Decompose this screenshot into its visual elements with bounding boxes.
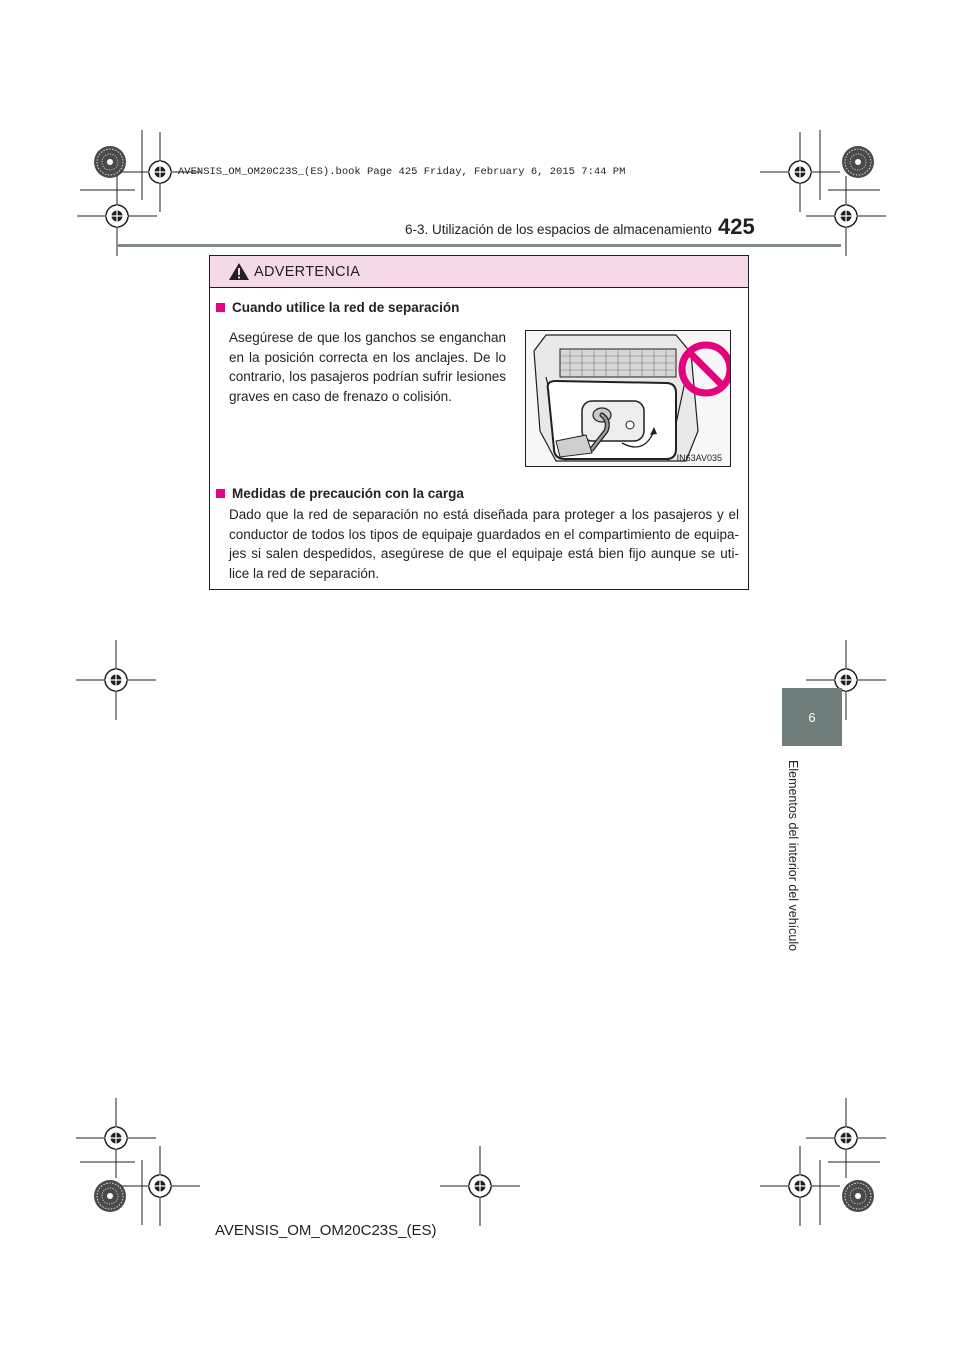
registration-star-icon (842, 1180, 874, 1212)
warning-triangle-icon (228, 262, 250, 281)
book-info: AVENSIS_OM_OM20C23S_(ES).book Page 425 Friday, February 6, 2015 7:44 PM (178, 166, 626, 178)
registration-star-icon (94, 1180, 126, 1212)
warning-title: ADVERTENCIA (254, 264, 361, 280)
bullet-square-icon (216, 489, 225, 498)
chapter-number: 6 (808, 709, 816, 725)
chapter-title-vertical (779, 760, 807, 960)
warning-item-heading: Cuando utilice la red de separación (216, 300, 459, 315)
page-number: 425 (718, 214, 755, 239)
registration-cross-icon (76, 1098, 156, 1178)
warning-header (210, 256, 748, 288)
registration-cross-icon (120, 1146, 200, 1226)
warning-item-heading: Medidas de precaución con la carga (216, 486, 464, 501)
bullet-square-icon (216, 303, 225, 312)
warning-item-text: Dado que la red de separación no está diseñada para proteger a los pasajeros y el conductor de todos los tipos de equipaje guardados en el compartimiento de equipa-jes si salen despedidos, asegúrese de que el equipaje está bien fijo aunque se uti-lice la red de separación. (229, 507, 739, 581)
warning-box (209, 255, 749, 590)
section-title: 6-3. Utilización de los espacios de almacenamiento (405, 222, 712, 237)
cargo-net-illustration (525, 330, 731, 467)
registration-cross-icon (440, 1146, 520, 1226)
registration-star-icon (842, 146, 874, 178)
registration-cross-icon (806, 1098, 886, 1178)
warning-item-text: Asegúrese de que los ganchos se enganchan en la posición correcta en los anclajes. De lo contrario, los pasajeros podrían sufrir lesiones graves en caso de frenazo o colisión. (229, 330, 506, 404)
registration-star-icon (94, 146, 126, 178)
footer-code: AVENSIS_OM_OM20C23S_(ES) (215, 1222, 437, 1239)
header-rule (118, 244, 841, 247)
registration-cross-icon (760, 132, 840, 212)
cargo-hook-illustration-icon (526, 331, 731, 467)
chapter-title: Elementos del interior del vehículo (786, 760, 800, 952)
chapter-tab (782, 688, 842, 746)
registration-cross-icon (76, 640, 156, 720)
figure-code: IN63AV035 (676, 453, 722, 463)
registration-cross-icon (760, 1146, 840, 1226)
